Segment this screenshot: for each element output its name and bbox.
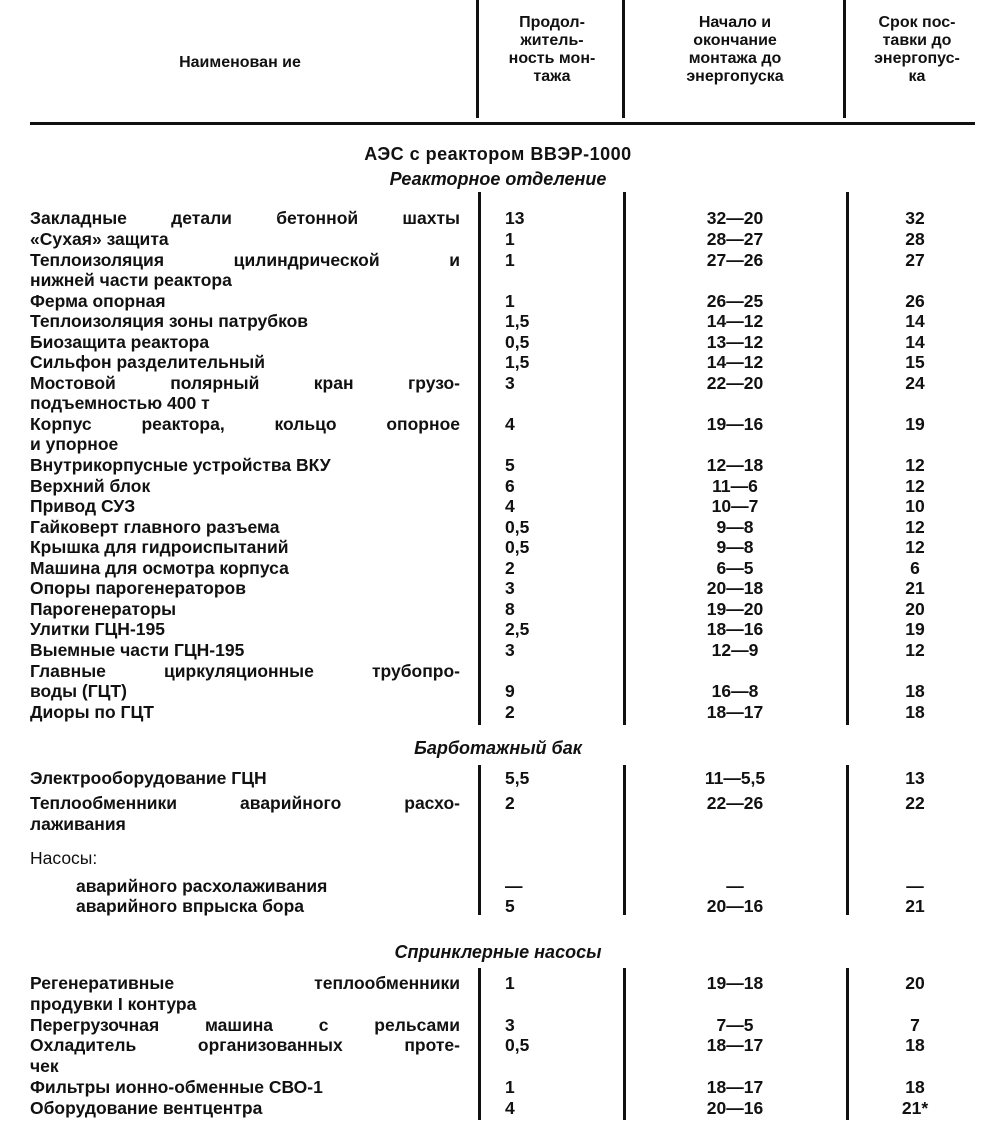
item-name: Привод СУЗ [30, 496, 136, 516]
item-duration: 2 [505, 702, 515, 722]
table-row [0, 661, 996, 681]
item-duration: 5,5 [505, 768, 530, 788]
table-row [0, 434, 996, 454]
header-divider-1 [476, 0, 479, 118]
header-divider-2 [622, 0, 625, 118]
table-row [0, 414, 996, 434]
item-term: 6 [910, 558, 920, 578]
item-period: 28—27 [706, 229, 764, 249]
table-row [0, 352, 996, 372]
item-name: подъемностью 400 т [30, 393, 210, 413]
item-duration: 1 [505, 229, 515, 249]
item-period: 12—9 [711, 640, 759, 660]
item-duration: 3 [505, 578, 515, 598]
table-row [0, 640, 996, 660]
item-duration: 9 [505, 681, 515, 701]
table-row [0, 1015, 996, 1035]
item-period: 22—20 [706, 373, 764, 393]
item-period: 22—26 [706, 793, 764, 813]
item-name: Охладитель организованных протe- [30, 1035, 460, 1055]
item-term: 18 [905, 681, 925, 701]
table-row [0, 619, 996, 639]
item-term: 27 [905, 250, 925, 270]
section-barbotage: Барботажный бак [414, 738, 582, 758]
item-period: 19—16 [706, 414, 764, 434]
item-period: 20—16 [706, 896, 764, 916]
item-name: и упорное [30, 434, 119, 454]
item-term: 24 [905, 373, 925, 393]
table-row [0, 994, 996, 1014]
item-duration: 3 [505, 1015, 515, 1035]
section-sprinkler: Спринклерные насосы [394, 942, 602, 962]
item-period: 20—16 [706, 1098, 764, 1118]
item-term: 12 [905, 640, 925, 660]
item-period: 13—12 [706, 332, 764, 352]
table-row [0, 537, 996, 557]
item-term: 21 [905, 578, 925, 598]
item-term: 21 [905, 896, 925, 916]
table-row [0, 578, 996, 598]
section-reactor: Реакторное отделение [389, 169, 607, 189]
item-name: Верхний блок [30, 476, 151, 496]
table-row [0, 311, 996, 331]
item-period: 7—5 [716, 1015, 754, 1035]
item-name: Биозащита реактора [30, 332, 210, 352]
item-term: 14 [905, 332, 925, 352]
item-name: Корпус реактора, кольцо опорное [30, 414, 460, 434]
item-term: 12 [905, 517, 925, 537]
item-duration: 4 [505, 496, 515, 516]
item-name: Теплоизоляция зоны патрубков [30, 311, 309, 331]
item-duration: 4 [505, 414, 515, 434]
table-row [0, 1098, 996, 1118]
table-row [0, 1077, 996, 1097]
table-row [0, 599, 996, 619]
item-term: — [906, 876, 924, 896]
table-row [0, 768, 996, 788]
item-duration: 1 [505, 973, 515, 993]
item-term: 22 [905, 793, 925, 813]
item-term: 12 [905, 476, 925, 496]
item-duration: 2 [505, 793, 515, 813]
item-name: «Сухая» защита [30, 229, 169, 249]
item-term: 20 [905, 599, 925, 619]
item-duration: 8 [505, 599, 515, 619]
item-period: 11—6 [712, 476, 758, 496]
item-term: 12 [905, 537, 925, 557]
item-duration: 1 [505, 1077, 515, 1097]
item-duration: 3 [505, 373, 515, 393]
item-duration: 2,5 [505, 619, 530, 639]
table-row [0, 455, 996, 475]
table-row [0, 332, 996, 352]
item-period: 18—17 [706, 1077, 764, 1097]
item-name: Ферма опорная [30, 291, 166, 311]
table-row [0, 270, 996, 290]
item-name: Улитки ГЦН-195 [30, 619, 165, 639]
item-period: 19—20 [706, 599, 764, 619]
item-period: 18—17 [706, 702, 764, 722]
item-name: Машина для осмотра корпуса [30, 558, 289, 578]
table-row [0, 393, 996, 413]
header-term: Срок пос- тавки до энергопус- ка [874, 14, 960, 85]
item-term: 19 [905, 619, 925, 639]
item-period: 9—8 [716, 517, 754, 537]
header-name: Наименован ие [179, 54, 301, 71]
header-duration: Продол- житель- ность мон- тажа [508, 14, 596, 85]
item-term: 18 [905, 702, 925, 722]
table-row [0, 229, 996, 249]
item-term: 18 [905, 1035, 925, 1055]
table-row [0, 702, 996, 722]
item-term: 28 [905, 229, 925, 249]
item-name: Гайковерт главного разъема [30, 517, 280, 537]
item-duration: 3 [505, 640, 515, 660]
item-term: 18 [905, 1077, 925, 1097]
header-period: Начало и окончание монтажа до энергопуска [686, 14, 784, 85]
item-name: Теплообменники аварийного расхо- [30, 793, 460, 813]
item-name: Главные циркуляционные трубопро- [30, 661, 460, 681]
item-period: 14—12 [706, 311, 764, 331]
item-name: Внутрикорпусные устройства ВКУ [30, 455, 331, 475]
item-period: — [726, 876, 744, 896]
table-row [0, 291, 996, 311]
item-term: 13 [905, 768, 925, 788]
item-period: 16—8 [711, 681, 759, 701]
item-name: продувки I контура [30, 994, 197, 1014]
table-row [0, 496, 996, 516]
item-name: аварийного впрыска бора [76, 896, 305, 916]
item-period: 10—7 [711, 496, 759, 516]
table-row [0, 1056, 996, 1076]
item-duration: — [505, 876, 523, 896]
item-duration: 1 [505, 291, 515, 311]
item-period: 14—12 [706, 352, 764, 372]
item-duration: 5 [505, 455, 515, 475]
item-name: Электрооборудование ГЦН [30, 768, 267, 788]
item-period: 18—17 [706, 1035, 764, 1055]
item-term: 21* [901, 1098, 929, 1118]
item-term: 15 [905, 352, 925, 372]
item-name: Насосы: [30, 848, 98, 868]
item-name: лаживания [30, 814, 126, 834]
table-row [0, 793, 996, 813]
item-duration: 1,5 [505, 311, 530, 331]
item-period: 26—25 [706, 291, 764, 311]
item-name: чек [30, 1056, 59, 1076]
table-row [0, 373, 996, 393]
item-duration: 0,5 [505, 1035, 530, 1055]
item-term: 7 [910, 1015, 920, 1035]
item-period: 27—26 [706, 250, 764, 270]
item-duration: 0,5 [505, 517, 530, 537]
header-divider-3 [843, 0, 846, 118]
table-row [0, 681, 996, 701]
item-name: Парогенераторы [30, 599, 177, 619]
item-term: 12 [905, 455, 925, 475]
table-row [0, 476, 996, 496]
item-duration: 13 [505, 208, 525, 228]
item-period: 11—5,5 [704, 768, 766, 788]
item-duration: 2 [505, 558, 515, 578]
table-row [0, 208, 996, 228]
item-name: Сильфон разделительный [30, 352, 265, 372]
item-period: 20—18 [706, 578, 764, 598]
item-term: 10 [905, 496, 925, 516]
item-name: воды (ГЦТ) [30, 681, 127, 701]
item-duration: 0,5 [505, 332, 530, 352]
item-name: Крышка для гидроиспытаний [30, 537, 289, 557]
item-period: 12—18 [706, 455, 764, 475]
table-row [0, 896, 996, 916]
item-period: 19—18 [706, 973, 764, 993]
item-duration: 5 [505, 896, 515, 916]
item-name: Оборудование вентцентра [30, 1098, 263, 1118]
table-row [0, 558, 996, 578]
table-row [0, 814, 996, 834]
item-name: Фильтры ионно-обменные СВО-1 [30, 1077, 323, 1097]
item-term: 19 [905, 414, 925, 434]
item-name: Регенеративные теплообменники [30, 973, 460, 993]
table-row [0, 876, 996, 896]
item-duration: 0,5 [505, 537, 530, 557]
header-rule [30, 122, 975, 125]
table-row [0, 1035, 996, 1055]
item-period: 9—8 [716, 537, 754, 557]
item-duration: 6 [505, 476, 515, 496]
table-row [0, 848, 996, 868]
table-row [0, 517, 996, 537]
table-title: АЭС с реактором ВВЭР-1000 [364, 144, 632, 164]
item-name: Закладные детали бетонной шахты [30, 208, 460, 228]
item-period: 32—20 [706, 208, 764, 228]
item-term: 26 [905, 291, 925, 311]
item-duration: 1 [505, 250, 515, 270]
item-duration: 4 [505, 1098, 515, 1118]
item-name: Выемные части ГЦН-195 [30, 640, 245, 660]
item-name: аварийного расхолаживания [76, 876, 328, 896]
item-period: 6—5 [716, 558, 754, 578]
item-name: Теплоизоляция цилиндрической и [30, 250, 460, 270]
item-period: 18—16 [706, 619, 764, 639]
item-term: 32 [905, 208, 925, 228]
item-name: Перегрузочная машина с рельсами [30, 1015, 460, 1035]
item-term: 20 [905, 973, 925, 993]
item-name: Опоры парогенераторов [30, 578, 246, 598]
item-name: Диоры по ГЦТ [30, 702, 154, 722]
table-row [0, 250, 996, 270]
item-duration: 1,5 [505, 352, 530, 372]
item-name: нижней части реактора [30, 270, 232, 290]
table-row [0, 973, 996, 993]
item-term: 14 [905, 311, 925, 331]
item-name: Мостовой полярный кран грузо- [30, 373, 460, 393]
